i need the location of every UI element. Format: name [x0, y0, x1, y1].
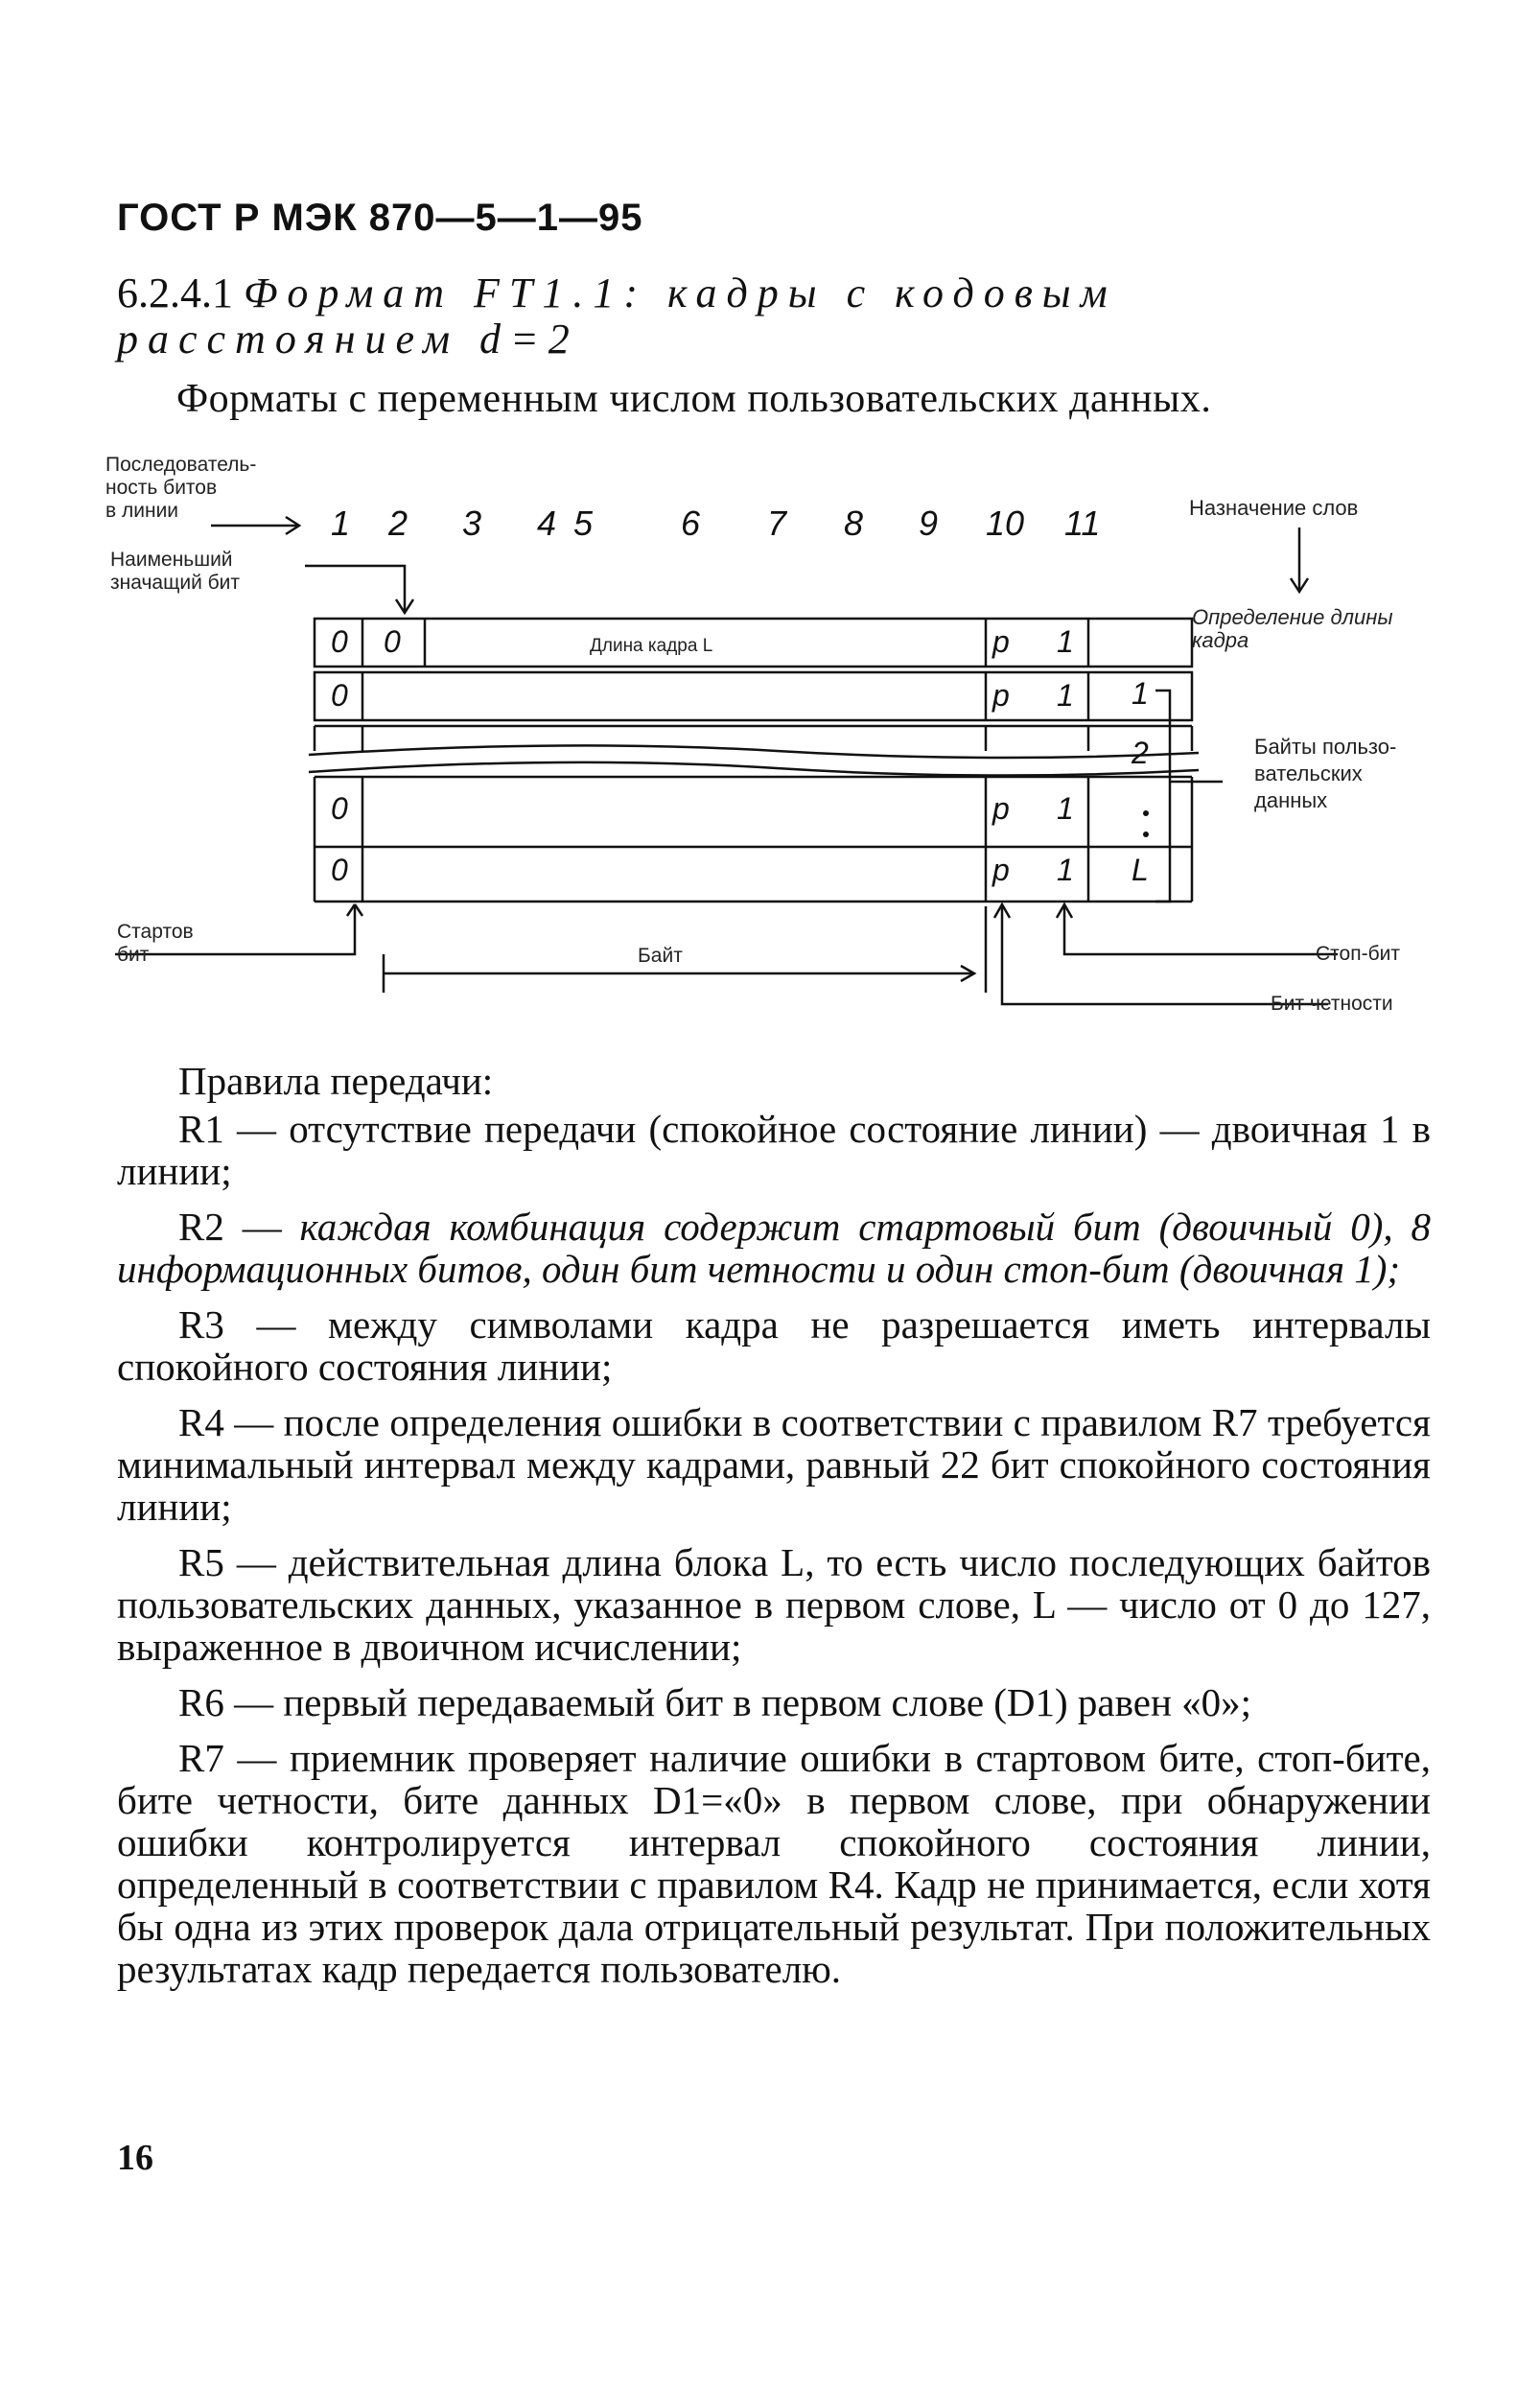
start-bit-label — [117, 921, 194, 967]
frame-length-label: Длина кадра L — [590, 636, 713, 656]
user-data-bytes-label-line: данных — [1254, 788, 1328, 812]
frame-format-diagram — [105, 446, 1448, 1041]
rule-r3: R3 — между символами кадра не разрешается иметь интервалы спокойного состояния линии; — [117, 1302, 1431, 1389]
start-bit-cell: 0 — [331, 624, 348, 659]
bit-number: 11 — [1064, 504, 1101, 543]
transmission-rules — [117, 1060, 1431, 2003]
parity-bit-cell: p — [992, 624, 1010, 659]
stop-bit-label: Стоп-бит — [1316, 943, 1400, 965]
rule-r7: R7 — приемник проверяет наличие ошибки в стартовом бите, стоп-бите, бите четности, бите данных D1=«0» в первом слове, при обнаружении ошибки контролируется интервал спокойного состояния линии, определенный в соответствии с правилом R4. Кадр не принимается, если хотя бы одна из этих проверок дала отрицательный результат. При положительных результатах кадр передается пользователю. — [117, 1736, 1431, 1991]
parity-bit-cell: p — [992, 853, 1010, 887]
length-definition-label-line: кадра — [1192, 628, 1249, 652]
row-index: L — [1132, 853, 1149, 887]
row-index: 1 — [1132, 676, 1149, 711]
bit-number: 4 — [537, 504, 557, 543]
lsb-label-line: значащий бит — [110, 572, 241, 594]
parity-bit-label: Бит четности — [1271, 993, 1393, 1015]
parity-bit-cell: p — [992, 678, 1010, 713]
bit-sequence-label — [105, 454, 256, 523]
start-bit-cell: 0 — [331, 678, 348, 713]
user-data-bytes-label-line: Байты пользо- — [1254, 735, 1397, 759]
section-heading — [117, 270, 1431, 363]
lsb-label-line: Наименьший — [110, 549, 233, 571]
rule-r2-prefix: R2 — — [178, 1205, 300, 1249]
bit-number: 8 — [844, 504, 864, 543]
lsb-label — [110, 549, 240, 595]
row-index: 2 — [1132, 736, 1149, 770]
length-definition-label-line: Определение длины — [1192, 605, 1393, 629]
bit-number: 9 — [919, 504, 939, 543]
user-data-bytes-label — [1254, 734, 1396, 814]
byte-label: Байт — [638, 945, 683, 967]
bit-number: 5 — [573, 504, 594, 543]
section-title: Формат FT1.1: кадры с кодовым расстоянием d=2 — [117, 269, 1117, 363]
stop-bit-cell: 1 — [1057, 791, 1074, 826]
bit-number: 7 — [767, 504, 787, 543]
rules-heading: Правила передачи: — [178, 1059, 494, 1103]
bit-number: 1 — [331, 504, 351, 543]
bit-sequence-label-line: Последователь- — [105, 454, 257, 476]
page-number: 16 — [117, 2138, 153, 2178]
parity-bit-cell: p — [992, 791, 1010, 826]
rule-r2 — [117, 1206, 1431, 1290]
word-purpose-label: Назначение слов — [1189, 496, 1359, 520]
bit-sequence-label-line: в линии — [105, 500, 179, 522]
bit-number: 10 — [986, 504, 1025, 543]
start-bit-label-line: бит — [117, 944, 150, 966]
rule-r4: R4 — после определения ошибки в соответствии с правилом R7 требуется минимальный интервал между кадрами, равный 22 бит спокойного состояния линии; — [117, 1400, 1431, 1529]
section-subtitle: Форматы с переменным числом пользовательских данных. — [176, 377, 1212, 421]
stop-bit-cell: 1 — [1057, 853, 1074, 887]
bit-sequence-label-line: ность битов — [105, 477, 218, 499]
stop-bit-cell: 1 — [1057, 678, 1074, 713]
start-bit-cell: 0 — [331, 791, 348, 826]
section-number: 6.2.4.1 — [117, 269, 233, 316]
rule-r1: R1 — отсутствие передачи (спокойное состояние линии) — двоичная 1 в линии; — [117, 1107, 1431, 1193]
standard-header: ГОСТ Р МЭК 870—5—1—95 — [117, 197, 643, 239]
rule-r2-text: каждая комбинация содержит стартовый бит (двоичный 0), 8 информационных битов, один бит четности и один стоп-бит (двоичная 1); — [117, 1205, 1431, 1291]
bit-number: 6 — [681, 504, 701, 543]
rule-r6: R6 — первый передаваемый бит в первом слове (D1) равен «0»; — [178, 1680, 1252, 1724]
start-bit-label-line: Стартов — [117, 921, 194, 943]
stop-bit-cell: 1 — [1057, 624, 1074, 659]
start-bit-cell: 0 — [331, 853, 348, 887]
user-data-bytes-label-line: вательских — [1254, 761, 1363, 785]
d1-bit-cell: 0 — [384, 624, 401, 659]
bit-number: 3 — [462, 504, 482, 543]
length-definition-label — [1192, 606, 1393, 652]
rule-r5: R5 — действительная длина блока L, то есть число последующих байтов пользовательских данных, указанное в первом слове, L — число от 0 до 127, выраженное в двоичном исчислении; — [117, 1540, 1431, 1669]
bit-number: 2 — [388, 504, 408, 543]
